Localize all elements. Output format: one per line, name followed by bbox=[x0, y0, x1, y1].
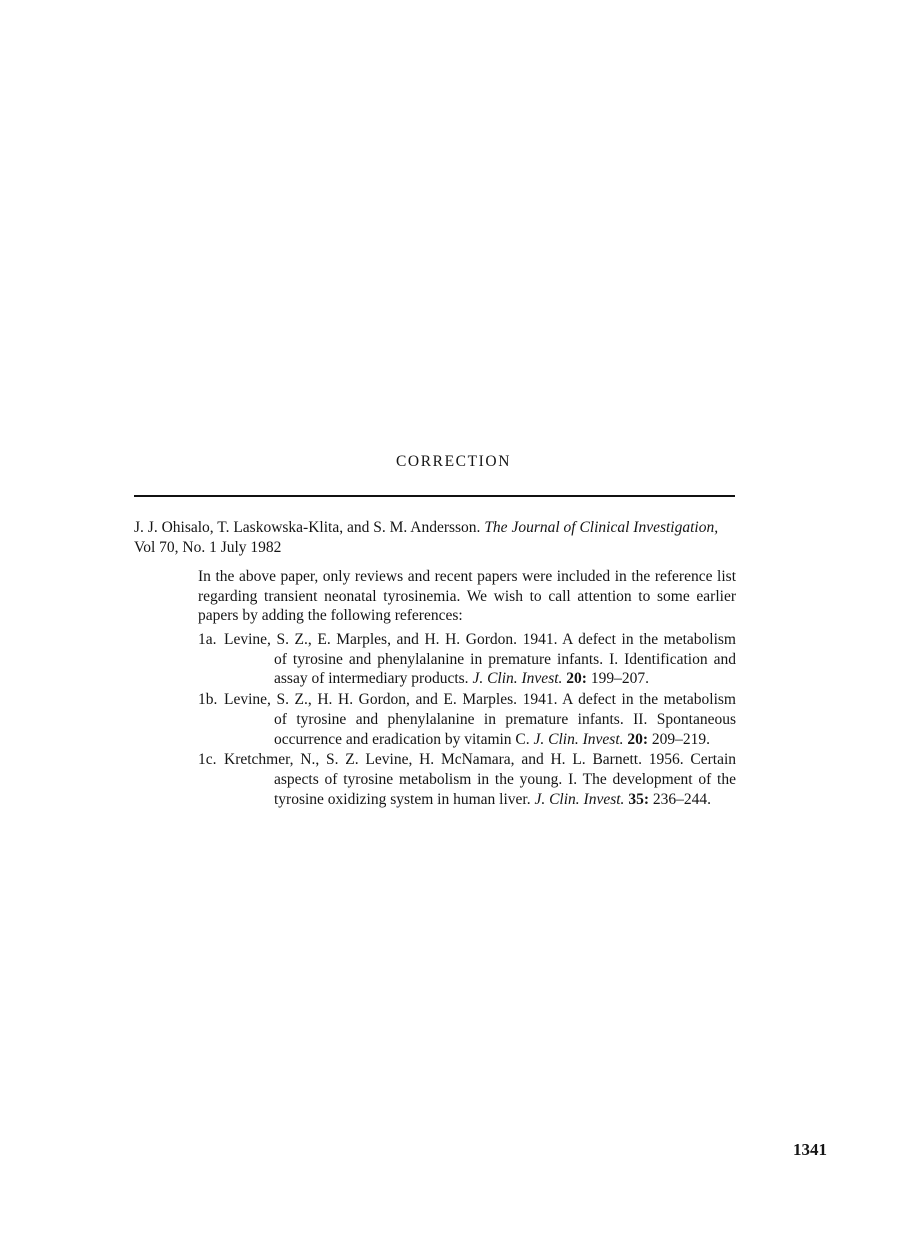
reference-volume: 20: bbox=[566, 670, 587, 688]
reference-pages: 199–207. bbox=[590, 670, 649, 688]
citation-journal: The Journal of Clinical Investigation, bbox=[484, 519, 719, 536]
horizontal-rule bbox=[134, 495, 735, 497]
reference-volume: 20: bbox=[627, 730, 649, 748]
reference-first-line: Levine, S. Z., H. H. Gordon, and E. Marples. 1941. A defect in the metabolism bbox=[224, 691, 736, 709]
citation-volume-issue: Vol 70, No. 1 July 1982 bbox=[134, 539, 282, 556]
reference-item bbox=[198, 690, 736, 749]
reference-first-line: Levine, S. Z., E. Marples, and H. H. Gordon. 1941. A defect in the metabolism bbox=[224, 631, 736, 648]
reference-list bbox=[198, 630, 736, 810]
correction-intro-paragraph: In the above paper, only reviews and recent papers were included in the reference list regarding transient neonatal tyrosinemia. We wish to call attention to some earlier papers by adding the following references: bbox=[198, 568, 736, 625]
reference-item bbox=[198, 630, 736, 689]
reference-text: of tyrosine and phenylalanine in premature infants. I. Identification and assay of intermediary products. bbox=[274, 650, 736, 688]
reference-continuation bbox=[198, 650, 736, 689]
reference-journal: J. Clin. Invest. bbox=[472, 670, 563, 688]
reference-journal: J. Clin. Invest. bbox=[534, 790, 625, 808]
reference-text: aspects of tyrosine metabolism in the young. I. The development of the tyrosine oxidizing system in human liver. bbox=[274, 770, 736, 808]
reference-pages: 236–244. bbox=[652, 790, 711, 808]
reference-number: 1c. bbox=[198, 751, 217, 769]
reference-pages: 209–219. bbox=[651, 730, 711, 748]
reference-first-line: Kretchmer, N., S. Z. Levine, H. McNamara, and H. L. Barnett. 1956. Certain bbox=[224, 751, 736, 769]
reference-number: 1b. bbox=[198, 691, 218, 709]
correction-heading: CORRECTION bbox=[395, 453, 512, 470]
citation-authors: J. J. Ohisalo, T. Laskowska-Klita, and S. M. Andersson. bbox=[134, 519, 481, 536]
reference-volume: 35: bbox=[628, 790, 649, 808]
reference-text: of tyrosine and phenylalanine in premature infants. II. Spontaneous occurrence and eradication by vitamin C. bbox=[274, 710, 736, 748]
page-number: 1341 bbox=[793, 1140, 827, 1159]
reference-number: 1a. bbox=[198, 631, 217, 648]
reference-item bbox=[198, 750, 736, 809]
reference-continuation bbox=[198, 770, 736, 809]
reference-journal: J. Clin. Invest. bbox=[533, 730, 624, 748]
article-citation bbox=[134, 518, 736, 558]
reference-continuation bbox=[198, 710, 736, 749]
